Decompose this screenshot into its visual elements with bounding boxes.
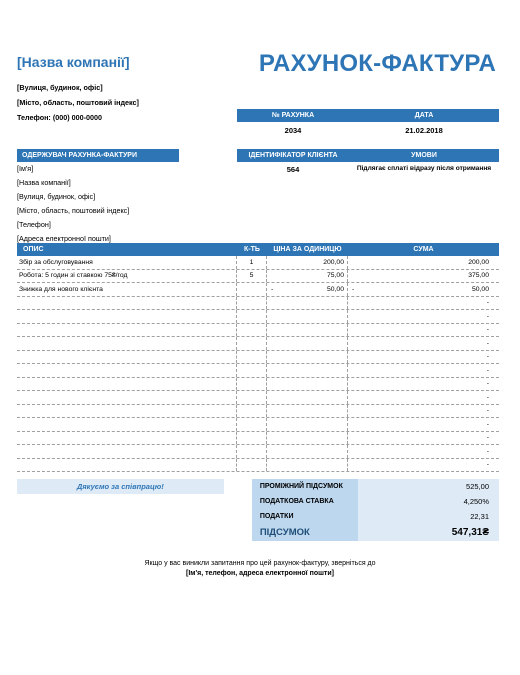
row-description — [17, 432, 237, 445]
row-unit-price — [267, 337, 348, 350]
row-qty: 1 — [237, 256, 267, 269]
row-amount — [348, 270, 499, 283]
bill-to-phone: [Телефон] — [17, 220, 51, 229]
bill-to-name: [Ім'я] — [17, 164, 34, 173]
amount-value: 200,00 — [468, 258, 489, 266]
company-name: [Назва компанії] — [17, 54, 130, 70]
amount-value: 50,00 — [471, 285, 489, 293]
tax-value: 22,31 — [358, 509, 500, 524]
company-phone: Телефон: (000) 000-0000 — [17, 113, 102, 122]
amount-value: - — [486, 312, 489, 320]
unit-price-value: 50,00 — [326, 285, 344, 293]
row-amount — [348, 297, 499, 310]
row-unit-price — [267, 297, 348, 310]
amount-value: - — [486, 380, 489, 388]
totals-section — [17, 479, 499, 541]
table-row — [17, 405, 499, 419]
row-amount — [348, 391, 499, 404]
row-qty — [237, 297, 267, 310]
table-row — [17, 445, 499, 459]
row-qty — [237, 378, 267, 391]
table-row — [17, 270, 499, 284]
row-description — [17, 324, 237, 337]
amount-value: 375,00 — [468, 272, 489, 280]
row-amount — [348, 405, 499, 418]
row-description — [17, 445, 237, 458]
row-unit-price — [267, 310, 348, 323]
row-qty — [237, 418, 267, 431]
row-amount — [348, 445, 499, 458]
row-description — [17, 351, 237, 364]
table-row — [17, 378, 499, 392]
invoice-date: 21.02.2018 — [405, 126, 443, 135]
row-amount — [348, 378, 499, 391]
col-amount-header: СУМА — [413, 246, 434, 253]
row-description — [17, 391, 237, 404]
row-amount — [348, 310, 499, 323]
col-unit-price-header: ЦІНА ЗА ОДИНИЦЮ — [273, 246, 342, 253]
unit-price-value: 75,00 — [326, 272, 344, 280]
row-amount — [348, 283, 499, 296]
table-row — [17, 283, 499, 297]
row-amount — [348, 337, 499, 350]
row-amount — [348, 418, 499, 431]
row-qty — [237, 405, 267, 418]
amount-value: - — [486, 339, 489, 347]
row-unit-price — [267, 283, 348, 296]
row-description — [17, 405, 237, 418]
row-amount — [348, 364, 499, 377]
table-row — [17, 310, 499, 324]
row-unit-price — [267, 324, 348, 337]
row-description: Знижка для нового клієнта — [17, 283, 237, 296]
row-description — [17, 459, 237, 472]
tax-label: ПОДАТКИ — [252, 509, 358, 524]
row-unit-price — [267, 445, 348, 458]
row-amount — [348, 432, 499, 445]
row-qty — [237, 459, 267, 472]
table-row — [17, 364, 499, 378]
row-unit-price — [267, 418, 348, 431]
amount-value: - — [486, 299, 489, 307]
bill-to-address: [Вулиця, будинок, офіс] — [17, 192, 96, 201]
unit-price-sign: - — [271, 285, 274, 293]
row-description: Робота: 5 годин зі ставкою 75₴/год — [17, 270, 237, 283]
row-unit-price — [267, 432, 348, 445]
invoice-title: РАХУНОК-ФАКТУРА — [258, 50, 496, 77]
row-description — [17, 378, 237, 391]
row-description — [17, 418, 237, 431]
row-amount — [348, 351, 499, 364]
invoice-number: 2034 — [284, 126, 302, 135]
amount-value: - — [486, 434, 489, 442]
row-qty — [237, 324, 267, 337]
table-row — [17, 459, 499, 473]
unit-price-value: 200,00 — [323, 258, 344, 266]
row-amount — [348, 459, 499, 472]
company-city: [Місто, область, поштовий індекс] — [17, 98, 139, 107]
table-row — [17, 418, 499, 432]
bill-to-company: [Назва компанії] — [17, 178, 71, 187]
subtotal-label: ПРОМІЖНИЙ ПІДСУМОК — [252, 479, 358, 494]
row-qty — [237, 391, 267, 404]
row-unit-price — [267, 270, 348, 283]
invoice-date-header: ДАТА — [349, 109, 499, 122]
amount-value: - — [486, 326, 489, 334]
table-row — [17, 337, 499, 351]
payment-terms: Підлягає сплаті відразу після отримання — [356, 165, 492, 172]
row-amount — [348, 256, 499, 269]
thank-you-message: Дякуємо за співпрацю! — [17, 479, 224, 494]
total-value: 547,31₴ — [358, 524, 500, 541]
client-id-header: ІДЕНТИФІКАТОР КЛІЄНТА — [237, 149, 349, 162]
table-row — [17, 391, 499, 405]
row-description — [17, 337, 237, 350]
bill-to-header: ОДЕРЖУВАЧ РАХУНКА-ФАКТУРИ — [17, 149, 179, 162]
row-qty — [237, 283, 267, 296]
tax-rate-label: ПОДАТКОВА СТАВКА — [252, 494, 358, 509]
row-unit-price — [267, 351, 348, 364]
amount-value: - — [486, 461, 489, 469]
bill-to-email: [Адреса електронної пошти] — [17, 234, 111, 243]
footer-question: Якщо у вас виникли запитання про цей рахунок-фактуру, зверніться до — [144, 560, 376, 567]
row-qty — [237, 310, 267, 323]
row-description — [17, 364, 237, 377]
table-row — [17, 256, 499, 270]
row-unit-price — [267, 459, 348, 472]
amount-value: - — [486, 393, 489, 401]
amount-sign: - — [352, 285, 355, 293]
footer-contact: [Ім'я, телефон, адреса електронної пошти] — [186, 570, 334, 577]
items-table-body — [17, 256, 499, 472]
row-qty: 5 — [237, 270, 267, 283]
amount-value: - — [486, 366, 489, 374]
row-unit-price — [267, 405, 348, 418]
table-row — [17, 297, 499, 311]
row-qty — [237, 364, 267, 377]
row-unit-price — [267, 256, 348, 269]
row-description: Збір за обслуговування — [17, 256, 237, 269]
row-unit-price — [267, 391, 348, 404]
amount-value: - — [486, 407, 489, 415]
company-address: [Вулиця, будинок, офіс] — [17, 83, 103, 92]
row-unit-price — [267, 364, 348, 377]
row-description — [17, 310, 237, 323]
terms-header: УМОВИ — [349, 149, 499, 162]
amount-value: - — [486, 447, 489, 455]
amount-value: - — [486, 420, 489, 428]
row-qty — [237, 351, 267, 364]
items-table-header — [17, 243, 499, 256]
table-row — [17, 324, 499, 338]
subtotal-value: 525,00 — [358, 479, 500, 494]
row-qty — [237, 337, 267, 350]
row-qty — [237, 445, 267, 458]
row-amount — [348, 324, 499, 337]
row-qty — [237, 432, 267, 445]
col-description-header: ОПИС — [23, 246, 44, 253]
row-description — [17, 297, 237, 310]
invoice-number-header: № РАХУНКА — [237, 109, 349, 122]
table-row — [17, 432, 499, 446]
total-label: ПІДСУМОК — [252, 524, 358, 541]
client-id: 564 — [286, 165, 300, 174]
tax-rate-value: 4,250% — [358, 494, 500, 509]
table-row — [17, 351, 499, 365]
col-qty-header: К-ТЬ — [244, 246, 260, 253]
row-unit-price — [267, 378, 348, 391]
amount-value: - — [486, 353, 489, 361]
items-table — [17, 243, 499, 472]
bill-to-city: [Місто, область, поштовий індекс] — [17, 206, 130, 215]
